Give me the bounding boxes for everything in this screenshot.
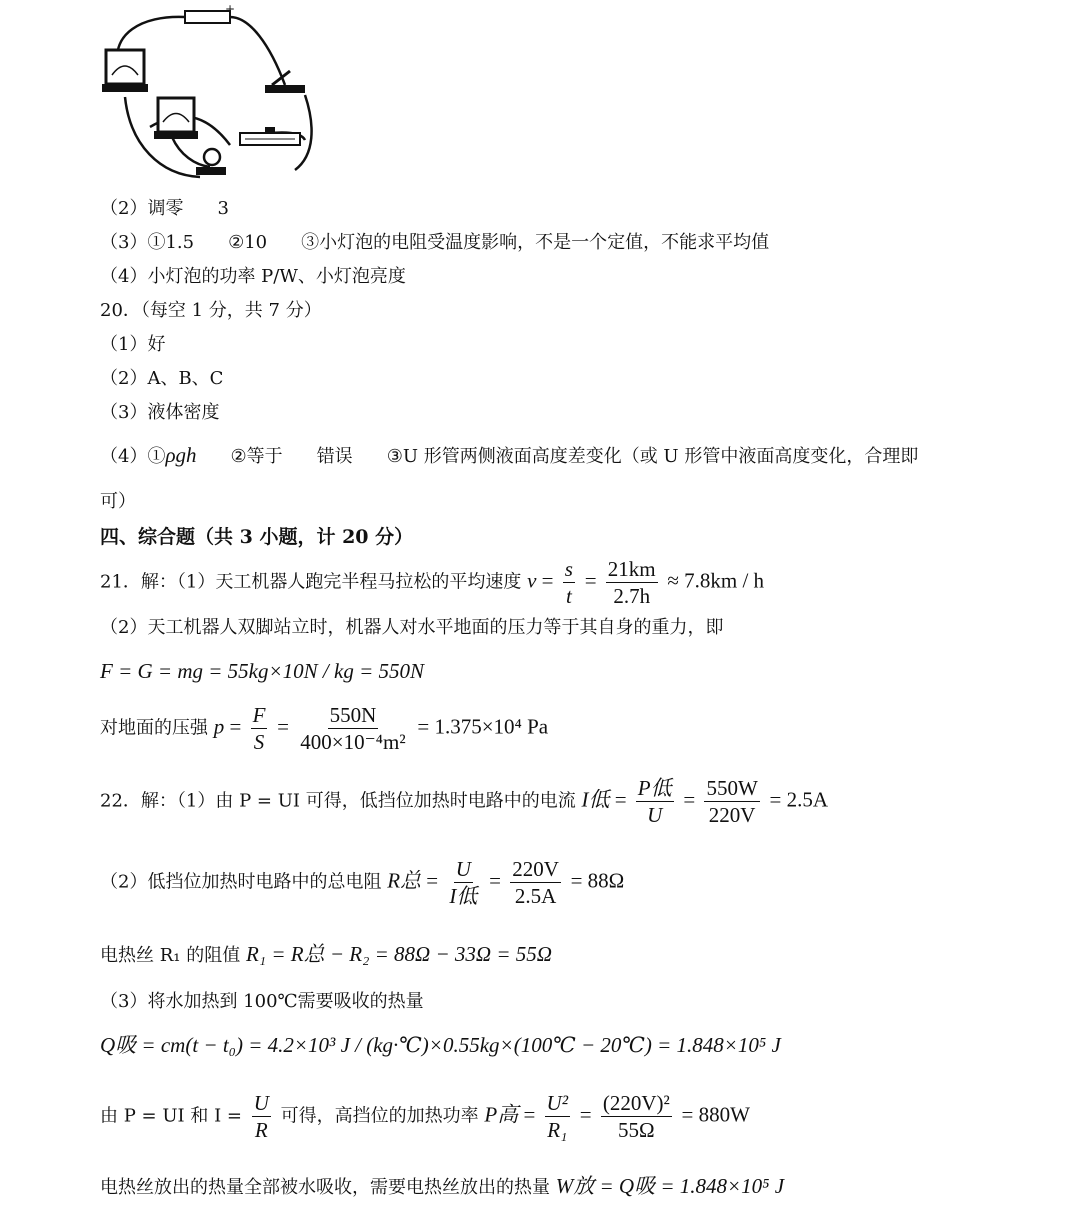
q19-part4: （4）小灯泡的功率 P/W、小灯泡亮度 xyxy=(100,266,406,287)
fraction-F-S: $\frac{F}{S}$ xyxy=(252,703,266,754)
voltmeter-icon xyxy=(154,98,198,139)
fraction-pressure: $\frac{550N}{\text{400×10⁻⁴m²}}$ xyxy=(300,703,406,754)
section-title: 四、综合题（共 3 小题，计 20 分） xyxy=(100,526,414,548)
q19-part2: （2）调零 3 xyxy=(100,198,229,219)
q21-line1: 21．解：（1）天工机器人跑完半程马拉松的平均速度 v = $\frac{s}{t}$ = $\frac{21km}{2.7h}$ ≈ 7.8km / h xyxy=(100,557,765,608)
fraction-P-U: $\frac{\text{P低}}{U}$ xyxy=(637,776,672,827)
fraction-current: $\frac{550W}{220V}$ xyxy=(706,776,758,827)
svg-text:+: + xyxy=(225,5,236,16)
q22-line3: 电热丝 R₁ 的阻值 R₁ = R总 − R₂ = 88Ω − 33Ω = 55Ω xyxy=(100,942,552,966)
fraction-speed: $\frac{21km}{2.7h}$ xyxy=(607,557,656,608)
fraction-resistance: $\frac{220V}{2.5A}$ xyxy=(512,857,559,908)
q22-line2: （2）低挡位加热时电路中的总电阻 R总 = $\frac{U}{\text{I低}}$ = $\frac{220V}{2.5A}$ = 88Ω xyxy=(100,857,625,908)
fraction-U-I: $\frac{U}{\text{I低}}$ xyxy=(449,857,478,908)
q21-line3: F = G = mg = 55kg×10N / kg = 550N xyxy=(100,659,425,683)
fraction-U2-R1: $\frac{\text{U²}}{\text{R₁}}$ xyxy=(546,1091,569,1142)
q22-line4: （3）将水加热到 100℃需要吸收的热量 xyxy=(100,991,424,1012)
q22-line7: 电热丝放出的热量全部被水吸收，需要电热丝放出的热量 W放 = Q吸 = 1.848×10⁵ J xyxy=(100,1174,785,1198)
fraction-U-R: $\frac{U}{R}$ xyxy=(253,1091,269,1142)
q22-line1: 22．解：（1）由 P = UI 可得，低挡位加热时电路中的电流 I低 = $\frac{\text{P低}}{U}$ = $\frac{550W}{220V}$ = 2.5A xyxy=(100,776,829,827)
q20-header: 20．（每空 1 分，共 7 分） xyxy=(100,300,322,321)
q19-part3: （3）①1.5 ②10 ③小灯泡的电阻受温度影响，不是一个定值，不能求平均值 xyxy=(100,232,770,253)
fraction-power: $\frac{\text{(220V)²}}{55\Omega}$ xyxy=(602,1091,670,1142)
lamp-icon xyxy=(196,149,226,175)
q20-part2: （2）A、B、C xyxy=(100,368,224,389)
q20-part4: （4）①ρgh ②等于 错误 ③U 形管两侧液面高度差变化（或 U 形管中液面高度变化，合理即 xyxy=(100,443,919,467)
ammeter-icon xyxy=(102,50,148,92)
q21-line2: （2）天工机器人双脚站立时，机器人对水平地面的压力等于其自身的重力，即 xyxy=(100,617,724,638)
q22-line5: Q吸 = cm(t − t₀) = 4.2×10³ J / (kg·℃)×0.55kg×(100℃ − 20℃) = 1.848×10⁵ J xyxy=(100,1033,781,1057)
q20-part3: （3）液体密度 xyxy=(100,402,220,423)
q20-part4-cont: 可） xyxy=(100,491,136,512)
rheostat-icon xyxy=(240,127,300,145)
q21-line4: 对地面的压强 p = $\frac{F}{S}$ = $\frac{550N}{\text{400×10⁻⁴m²}}$ = 1.375×10⁴ Pa xyxy=(100,703,549,754)
circuit-diagram xyxy=(100,5,330,190)
fraction-s-t: $\frac{s}{t}$ xyxy=(564,557,573,608)
q20-part1: （1）好 xyxy=(100,334,166,355)
q22-line6: 由 P = UI 和 I = $\frac{U}{R}$ 可得，高挡位的加热功率 P高 = $\frac{\text{U²}}{\text{R₁}}$ = $\frac{\text{(220V)²}}{55\Omega}$ = 880W xyxy=(100,1091,750,1142)
battery-icon xyxy=(185,11,230,23)
